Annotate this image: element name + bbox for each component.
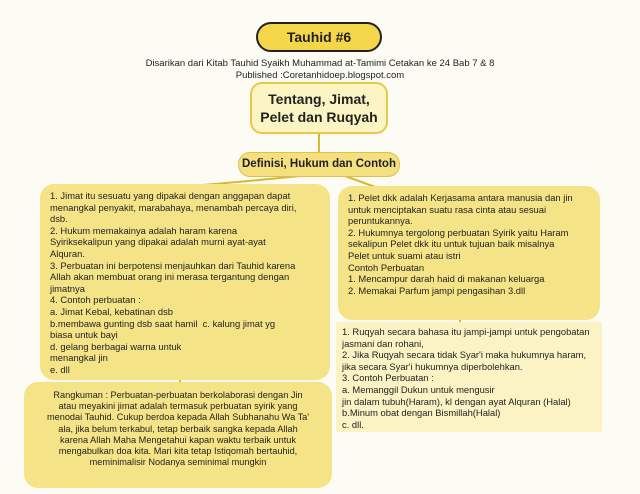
rangkuman-line: karena Allah Maha Mengetahui kapan waktu terbaik untuk (60, 434, 296, 445)
pelet-line: 1. Pelet dkk adalah Kerjasama antara manusia dan jin (348, 192, 573, 203)
pelet-line: Contoh Perbuatan (348, 261, 425, 273)
pelet-box (338, 186, 600, 320)
ruqyah-line: 1. Ruqyah secara bahasa itu jampi-jampi untuk pengobatan (342, 326, 590, 337)
jimat-line: Alquran. (50, 247, 85, 259)
rangkuman-line: mengabulkan doa kita. Mari kita tetap Istiqomah bertauhid, (58, 446, 298, 457)
rangkuman-line: Rangkuman : Perbuatan-perbuatan berkolaborasi dengan Jin (53, 390, 303, 400)
jimat-line: menangkal penyakit, marabahaya, menambah percaya diri, (50, 201, 297, 213)
jimat-line: biasa untuk bayi (50, 329, 118, 341)
jimat-line: b.membawa gunting dsb saat hamil c. kalung jimat yg (50, 317, 276, 329)
topic-node (250, 82, 388, 134)
jimat-line: a. Jimat Kebal, kebatinan dsb (50, 305, 173, 317)
jimat-line: d. gelang berbagai warna untuk (50, 340, 182, 352)
jimat-line: Allah akan membuat orang ini merasa tergantung dengan (50, 271, 290, 283)
jimat-line: 1. Jimat itu sesuatu yang dipakai dengan anggapan dapat (50, 190, 291, 201)
main-title: Tauhid #6 (256, 22, 382, 52)
jimat-line: 4. Contoh perbuatan : (50, 294, 141, 306)
pelet-line: 2. Memakai Parfum jampi pengasihan 3.dll (348, 284, 526, 296)
ruqyah-line: 2. Jika Ruqyah secara tidak Syar'i maka hukumnya haram, (342, 349, 587, 361)
rangkuman-line: ala, jika belum terkabul, tetap berbaik sangka kepada Allah (58, 423, 298, 434)
jimat-box (40, 184, 330, 380)
ruqyah-box (336, 322, 602, 432)
source-line-1: Disarikan dari Kitab Tauhid Syaikh Muhammad at-Tamimi Cetakan ke 24 Bab 7 & 8 (145, 58, 495, 69)
jimat-line: e. dll (50, 363, 70, 375)
pelet-line: 2. Hukumnya tergolong perbuatan Syirik yaitu Haram (348, 226, 569, 238)
topic-line-1: Tentang, Jimat, (268, 91, 370, 107)
jimat-line: jimatnya (50, 282, 85, 294)
source-line-2: Published :Coretanhidoep.blogspot.com (235, 70, 405, 81)
jimat-line: 2. Hukum memakainya adalah haram karena (50, 224, 238, 236)
rangkuman-line: atau meyakini jimat adalah termasuk perbuatan syirik yang (58, 401, 298, 412)
pelet-line: 1. Mencampur darah haid di makanan keluarga (348, 273, 545, 285)
rangkuman-box (24, 382, 332, 488)
rangkuman-line: meminimalisir Nodanya seminimal mungkin (89, 457, 267, 468)
pelet-line: peruntukannya. (348, 215, 413, 227)
topic-line-2: Pelet dan Ruqyah (260, 109, 378, 125)
jimat-line: dsb. (50, 213, 68, 225)
pelet-line: sekalipun Pelet dkk itu untuk tujuan baik misalnya (348, 238, 555, 250)
ruqyah-line: b.Minum obat dengan Bismillah(Halal) (342, 407, 501, 419)
ruqyah-line: a. Memanggil Dukun untuk mengusir (342, 383, 495, 395)
jimat-line: Syiriksekalipun yang dipakai adalah murni ayat-ayat (50, 236, 266, 248)
jimat-line: 3. Perbuatan ini berpotensi menjauhkan dari Tauhid karena (50, 259, 296, 271)
subtopic-node: Definisi, Hukum dan Contoh (238, 152, 400, 177)
rangkuman-line: menodai Tauhid. Cukup berdoa kepada Allah Subhanahu Wa Ta' (46, 412, 310, 423)
ruqyah-line: 3. Contoh Perbuatan : (342, 372, 434, 384)
ruqyah-line: c. dll. (342, 418, 364, 430)
source-info (0, 58, 640, 82)
ruqyah-line: jika secara Syar'i hukumnya diperbolehkan. (342, 360, 523, 372)
jimat-line: menangkal jin (50, 352, 108, 364)
pelet-line: untuk menciptakan suatu rasa cinta atau sesuai (348, 203, 547, 215)
ruqyah-line: jin dalam tubuh(Haram), kl dengan ayat Alquran (Halal) (342, 395, 571, 407)
pelet-line: Pelet untuk suami atau istri (348, 249, 461, 261)
ruqyah-line: jasmani dan rohani, (342, 337, 424, 349)
